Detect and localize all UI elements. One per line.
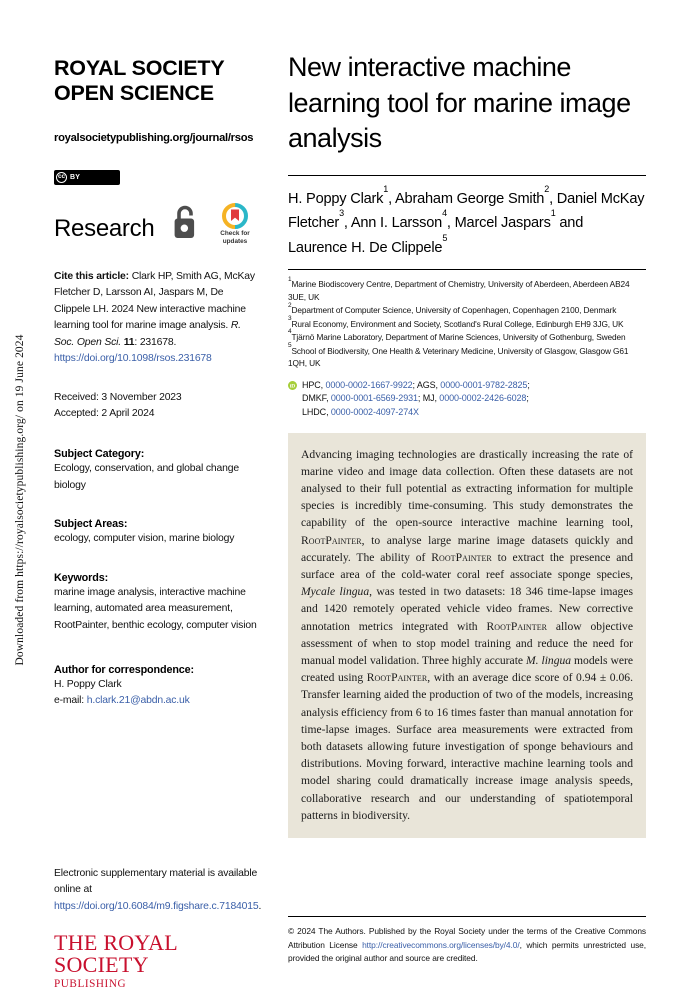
cite-journal: R. Soc. Open Sci. (54, 320, 241, 348)
journal-masthead (54, 56, 262, 106)
research-header-row (54, 201, 262, 257)
title-divider (288, 175, 646, 176)
citation-block (54, 269, 262, 368)
copyright-divider (288, 916, 646, 917)
supplementary-link[interactable]: https://doi.org/10.6084/m9.figshare.c.7184015 (54, 900, 259, 912)
affiliation-item: $^4$Tjärnö Marine Laboratory, Department of Marine Sciences, University of Gothenburg, Sweden (288, 328, 626, 342)
article-doi-link[interactable]: https://doi.org/10.1098/rsos.231678 (54, 353, 212, 365)
rs-logo-line-2: PUBLISHING (54, 978, 127, 990)
email-label: e-mail: (54, 695, 87, 707)
abstract-box (288, 433, 646, 838)
abstract-text: Advancing imaging technologies are drastically increasing the rate of marine video and image data collection. Often these datasets are not analysed to their full potential as extracting information for multiple species is incredibly time-consuming. This study demonstrates the capability of the open-source interactive machine learning tool, RootPainter, to analyse large marine image datasets quickly and accurately. The ability of RootPainter to extract the presence and surface area of the cold-water coral reef associate sponge species, Mycale lingua, was tested in two datasets: 18 346 time-lapse images and 1420 remotely operated vehicle video frames. New corrective annotation metrics integrated with RootPainter allow objective assessment of when to stop model training and reduce the need for manual model validation. Three highly accurate M. lingua models were created using RootPainter, with an average dice score of 0.94 ± 0.06. Transfer learning aided the production of two of the models, increasing analysis efficiency from 6 to 16 times faster than manual annotation for time-lapse images. Surface area measurements were extracted from both datasets allowing future investigation of sponge behaviours and distributions. Moving forward, interactive machine learning tools and model sharing could dramatically increase image analysis speeds, collaborative research and our understanding of spatiotemporal patterns in biodiversity. (301, 447, 634, 822)
svg-text:iD: iD (289, 383, 296, 390)
check-for-updates-line-2: updates (222, 238, 248, 246)
copyright-text-before: © 2024 The Authors. Published by the Royal Society under the terms of the Creative Commons Attribution License (288, 926, 646, 950)
subject-areas-heading: Subject Areas: (54, 518, 128, 531)
page-section-label: Research (54, 214, 155, 242)
keywords-block (54, 572, 262, 634)
orcid-row: DMKF, 0000-0001-6569-2931; MJ, 0000-0002-2426-6028; (302, 393, 529, 404)
cc-license-label: BY (70, 173, 81, 181)
journal-url-link[interactable]: royalsocietypublishing.org/journal/rsos (54, 131, 254, 144)
orcid-id-list (302, 379, 530, 420)
supplementary-text-before: Electronic supplementary material is available online at (54, 868, 258, 896)
received-date: Received: 3 November 2023 (54, 391, 182, 403)
supplementary-text-after: . (258, 900, 262, 912)
copyright-notice (288, 925, 646, 966)
sidebar-column (54, 0, 262, 1000)
publication-dates-block (54, 390, 262, 423)
orcid-initials: DMKF, (302, 393, 329, 404)
license-link[interactable]: http://creativecommons.org/licenses/by/4.0/ (362, 939, 520, 950)
orcid-id-link[interactable]: 0000-0002-1667-9922 (325, 379, 413, 390)
main-column (288, 0, 646, 1000)
cite-pages: : 231678. (134, 336, 177, 348)
tool-name: RootPainter (366, 671, 428, 685)
orcid-row: HPC, 0000-0002-1667-9922; AGS, 0000-0001-9782-2825; (302, 379, 530, 390)
cite-this-article-label: Cite this article: (54, 270, 129, 282)
species-name: M. lingua (525, 654, 572, 667)
copyright-text-after: , which permits unrestricted use, provided the original author and source are credited. (288, 939, 646, 964)
cite-authors: Clark HP, Smith AG, McKay Fletcher D, Larsson AI, Jaspars M, De Clippele LH. (54, 270, 255, 315)
rs-logo-line-1: THE ROYAL SOCIETY (54, 930, 178, 977)
affiliation-item: $^3$Rural Economy, Environment and Society, Scotland's Rural College, Edinburgh EH9 3JG, UK (288, 315, 624, 329)
orcid-id-link[interactable]: 0000-0001-6569-2931 (330, 393, 418, 404)
royal-society-publishing-logo (54, 932, 262, 990)
orcid-initials: HPC, (302, 379, 324, 390)
check-for-updates-line-1: Check for (220, 229, 250, 237)
tool-name: RootPainter (301, 533, 362, 547)
tool-name: RootPainter (486, 619, 548, 633)
species-name: Mycale lingua (301, 585, 370, 599)
orcid-initials: MJ, (422, 393, 437, 404)
article-badges (171, 203, 262, 246)
subject-category-heading: Subject Category: (54, 448, 145, 461)
cc-mark-icon: cc (56, 172, 67, 183)
correspondence-email-link[interactable]: h.clark.21@abdn.ac.uk (86, 695, 190, 707)
accepted-date: Accepted: 2 April 2024 (54, 407, 155, 419)
correspondence-name: H. Poppy Clark (54, 679, 122, 690)
affiliation-item: $^5$School of Biodiversity, One Health & Veterinary Medicine, University of Glasgow, Glasgow G61 1QH, UK (288, 341, 629, 368)
authors-divider (288, 269, 646, 270)
download-watermark (0, 0, 40, 1000)
correspondence-email-row (54, 693, 262, 709)
orcid-initials: AGS, (416, 379, 438, 390)
orcid-initials: LHDC, (302, 406, 329, 417)
orcid-id-link[interactable]: 0000-0002-4097-274X (330, 406, 419, 417)
cite-volume: 11 (123, 336, 135, 348)
subject-areas-value: ecology, computer vision, marine biology (54, 533, 235, 545)
orcid-id-link[interactable]: 0000-0002-2426-6028 (439, 393, 527, 404)
open-access-icon (171, 203, 199, 241)
affiliations-list (288, 277, 646, 369)
orcid-block (288, 379, 646, 420)
article-title: New interactive machine learning tool for marine image analysis (288, 52, 631, 154)
correspondence-block (54, 664, 262, 710)
keywords-value: marine image analysis, interactive machine learning, automated area measurement, RootPainter, benthic ecology, computer vision (54, 586, 257, 631)
correspondence-heading: Author for correspondence: (54, 664, 195, 676)
crossmark-bookmark-icon (222, 203, 248, 229)
masthead-line-1: ROYAL SOCIETY (54, 56, 225, 80)
orcid-id-icon (288, 381, 297, 390)
author-list: H. Poppy Clark$^1$, Abraham George Smith$^2$, Daniel McKay Fletcher$^3$, Ann I. Larsson$^4$, Marcel Jaspars$^1$ and Laurence H. De Clippele$^5$ (288, 183, 645, 256)
masthead-line-2: OPEN SCIENCE (54, 80, 214, 105)
orcid-row (302, 406, 530, 420)
orcid-id-link[interactable]: 0000-0001-9782-2825 (440, 379, 528, 390)
tool-name: RootPainter (431, 550, 492, 564)
download-watermark-text: Downloaded from https://royalsocietypublishing.org/ on 19 June 2024 (14, 334, 26, 666)
affiliation-item: $^1$Marine Biodiscovery Centre, Department of Chemistry, University of Aberdeen, Aberdeen AB24 3UE, UK (288, 275, 630, 302)
keywords-heading: Keywords: (54, 571, 109, 584)
subject-category-value: Ecology, conservation, and global change biology (54, 463, 239, 491)
check-for-updates-badge[interactable] (208, 203, 262, 246)
creative-commons-by-badge[interactable] (54, 170, 120, 185)
subject-category-block (54, 448, 262, 494)
cite-year-title: 2024 New interactive machine learning tool for marine image analysis. (54, 303, 246, 332)
affiliation-item: $^2$Department of Computer Science, University of Copenhagen, Copenhagen 2100, Denmark (288, 301, 617, 316)
supplementary-material-block (54, 866, 262, 915)
subject-areas-block (54, 518, 262, 547)
